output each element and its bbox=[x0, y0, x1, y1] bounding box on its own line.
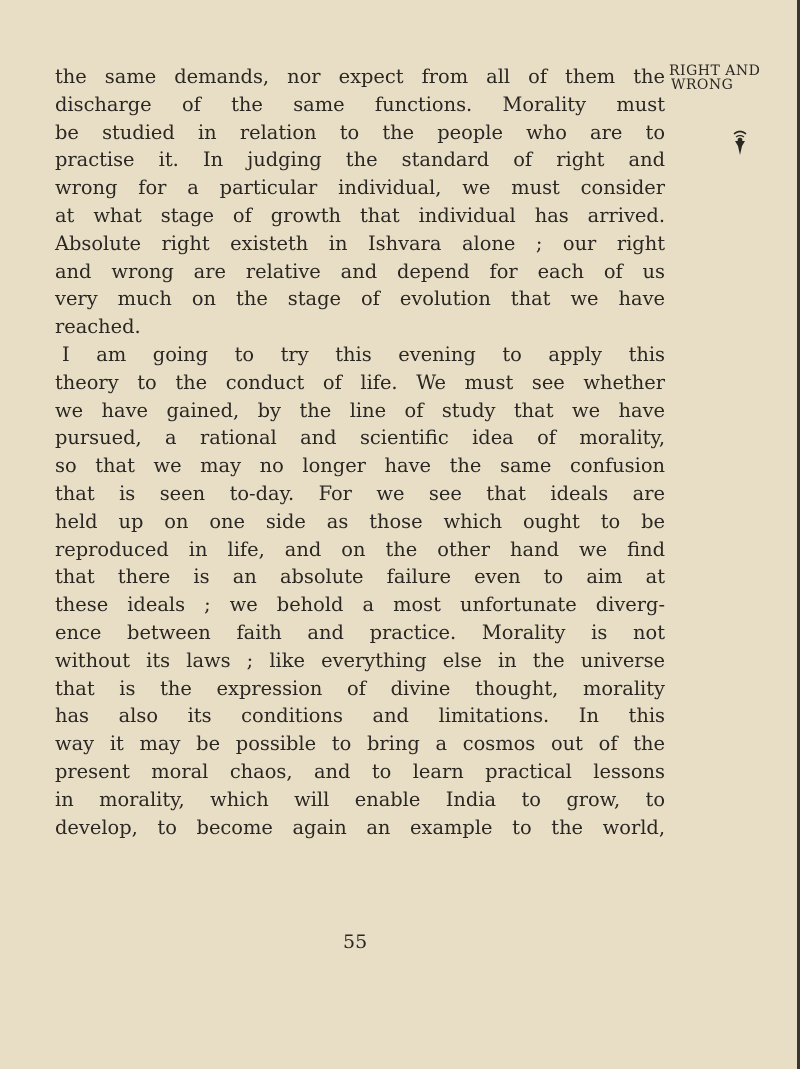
text-line: has also its conditions and limitations. In this bbox=[55, 704, 665, 728]
text-line: I am going to try this evening to apply this bbox=[62, 342, 665, 366]
text-line: these ideals ; we behold a most unfortunate diverg- bbox=[55, 593, 665, 617]
text-line: that is the expression of divine thought, morality bbox=[55, 676, 665, 700]
text-line: develop, to become again an example to the world, bbox=[55, 815, 665, 839]
text-line: in morality, which will enable India to grow, to bbox=[55, 787, 665, 811]
page-number-text: 55 bbox=[343, 931, 368, 953]
text-line: way it may be possible to bring a cosmos out of the bbox=[55, 732, 665, 756]
text-line: ence between faith and practice. Morality is not bbox=[55, 620, 665, 644]
hand-pointer-ornament-icon bbox=[730, 128, 750, 160]
text-line: present moral chaos, and to learn practical lessons bbox=[55, 759, 665, 783]
margin-note-line: WRONG bbox=[671, 77, 734, 93]
text-line: the same demands, nor expect from all of them the bbox=[55, 65, 665, 88]
margin-note-line: RIGHT AND bbox=[669, 63, 761, 79]
text-line: we have gained, by the line of study that we have bbox=[55, 398, 665, 422]
text-line: and wrong are relative and depend for each of us bbox=[55, 259, 665, 283]
text-line: practise it. In judging the standard of right and bbox=[55, 148, 665, 172]
text-line: at what stage of growth that individual has arrived. bbox=[55, 203, 665, 227]
margin-note bbox=[669, 64, 760, 92]
text-line: so that we may no longer have the same confusion bbox=[55, 454, 665, 478]
text-line: reached. bbox=[55, 315, 141, 339]
text-line: that is seen to-day. For we see that ideals are bbox=[55, 481, 665, 505]
text-line: without its laws ; like everything else in the universe bbox=[55, 648, 665, 672]
text-line: held up on one side as those which ought to be bbox=[55, 509, 665, 533]
text-line: that there is an absolute failure even to aim at bbox=[55, 565, 665, 589]
body-text bbox=[55, 63, 665, 841]
text-line: be studied in relation to the people who are to bbox=[55, 120, 665, 144]
text-line: very much on the stage of evolution that we have bbox=[55, 287, 665, 311]
text-line: reproduced in life, and on the other hand we find bbox=[55, 537, 665, 561]
text-line: discharge of the same functions. Morality must bbox=[55, 92, 665, 116]
text-line: wrong for a particular individual, we must consider bbox=[55, 176, 665, 200]
text-line: pursued, a rational and scientific idea of morality, bbox=[55, 426, 665, 450]
text-line: theory to the conduct of life. We must see whether bbox=[55, 370, 665, 394]
text-line: Absolute right existeth in Ishvara alone ; our right bbox=[55, 231, 665, 255]
